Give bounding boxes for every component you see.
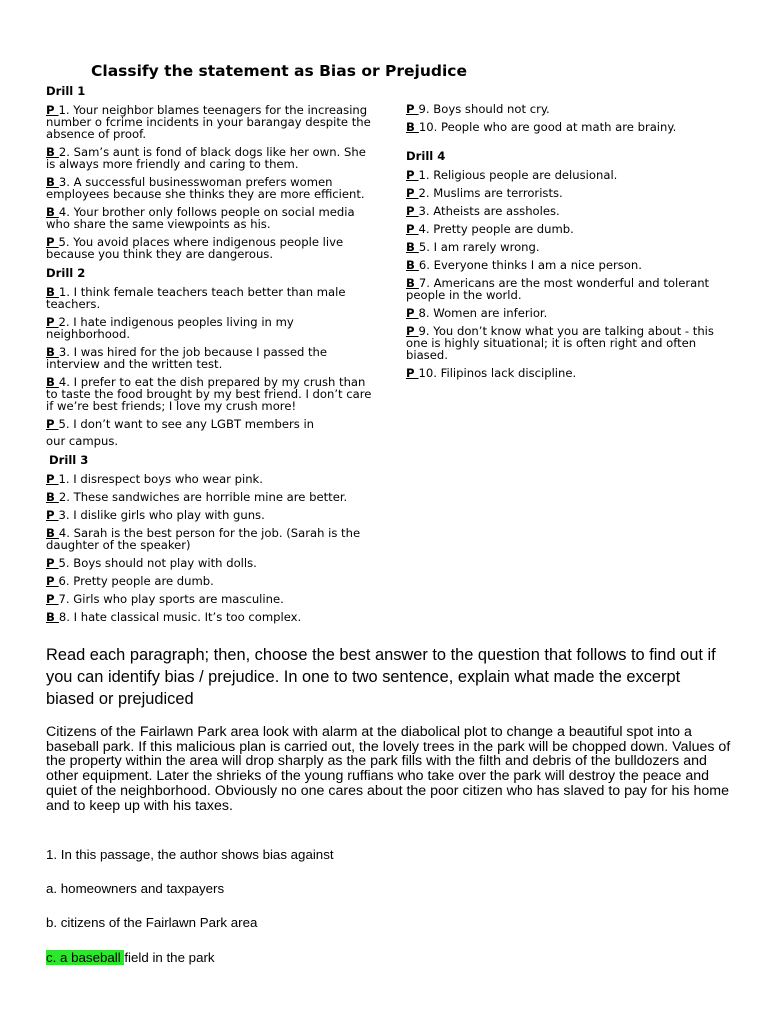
answer-tag: B (46, 610, 59, 624)
list-item (406, 367, 724, 379)
item-text: 5. Boys should not play with dolls. (58, 556, 257, 570)
list-item (46, 473, 376, 485)
item-text: 7. Americans are the most wonderful and tolerant people in the world. (406, 276, 710, 302)
item-text: 3. I dislike girls who play with guns. (58, 508, 265, 522)
answer-tag: P (46, 235, 59, 249)
answer-tag: B (46, 526, 59, 540)
item-text: 10. Filipinos lack discipline. (418, 366, 577, 380)
list-item (406, 307, 724, 319)
list-item (46, 236, 376, 260)
item-text: 2. Muslims are terrorists. (418, 186, 563, 200)
item-text: 4. Your brother only follows people on social media who share the same viewpoints as his. (46, 205, 355, 231)
list-item (46, 146, 376, 170)
item-text: 5. You avoid places where indigenous people live because you think they are dangerous. (46, 235, 344, 261)
answer-tag: P (406, 324, 419, 338)
answer-tag: B (406, 276, 419, 290)
item-text: 2. Sam’s aunt is fond of black dogs like her own. She is always more friendly and caring to them. (46, 145, 366, 171)
item-text: 2. I hate indigenous peoples living in my neighborhood. (46, 315, 294, 341)
item-text: 8. Women are inferior. (418, 306, 548, 320)
item-text: 4. I prefer to eat the dish prepared by my crush than to taste the food brought by my best friend. I don’t care if we’re best friends; I love my crush more! (46, 375, 372, 413)
answer-tag: P (46, 508, 59, 522)
item-text: 3. A successful businesswoman prefers women employees because she thinks they are more efficient. (46, 175, 365, 201)
list-item (406, 103, 724, 115)
item-text: 8. I hate classical music. It’s too complex. (58, 610, 302, 624)
answer-tag: B (46, 490, 59, 504)
answer-tag: P (46, 556, 59, 570)
list-item (406, 277, 724, 301)
item-text: 10. People who are good at math are brainy. (418, 120, 677, 134)
list-item (406, 223, 724, 235)
list-item (46, 316, 376, 340)
drill-4-heading: Drill 4 (406, 149, 446, 163)
item-text: 9. Boys should not cry. (418, 102, 550, 116)
option-c (46, 950, 215, 965)
answer-tag: P (406, 186, 419, 200)
list-item-continuation: our campus. (46, 434, 119, 448)
question-text: 1. In this passage, the author shows bias against (46, 847, 334, 862)
item-text: 9. You don’t know what you are talking about - this one is highly situational; it is often right and often biased. (406, 324, 714, 362)
item-text: 6. Everyone thinks I am a nice person. (418, 258, 642, 272)
list-item (46, 611, 376, 623)
answer-tag: P (46, 315, 59, 329)
list-item (46, 176, 376, 200)
reading-passage: Citizens of the Fairlawn Park area look with alarm at the diabolical plot to change a beautiful spot into a baseball park. If this malicious plan is carried out, the lovely trees in the park will be chopped down. Values of the property within the area will drop sharply as the park fills with the filth and debris of the bulldozers and other equipment. Later the shrieks of the young ruffians who take over the park will destroy the peace and quiet of the neighborhood. Obviously no one cares about the poor citizen who has slaved to pay for his home and to keep up with his taxes. (46, 724, 731, 814)
option-b: b. citizens of the Fairlawn Park area (46, 915, 258, 930)
option-a: a. homeowners and taxpayers (46, 881, 225, 896)
list-item (46, 593, 376, 605)
answer-tag: B (406, 258, 419, 272)
answer-tag: B (406, 240, 419, 254)
list-item (46, 491, 376, 503)
answer-tag: B (46, 375, 59, 389)
answer-tag: B (406, 120, 419, 134)
answer-tag: P (406, 366, 419, 380)
highlighted-answer: c. a baseball (46, 950, 125, 965)
option-c-rest: field in the park (124, 950, 215, 965)
answer-tag: P (46, 103, 59, 117)
answer-tag: P (406, 204, 419, 218)
left-column (46, 84, 376, 629)
list-item (46, 527, 376, 551)
item-text: 1. I think female teachers teach better than male teachers. (46, 285, 346, 311)
list-item (406, 325, 724, 361)
list-item (46, 418, 376, 430)
item-text: 5. I don’t want to see any LGBT members in (58, 417, 315, 431)
list-item (406, 169, 724, 181)
right-column (406, 103, 724, 385)
item-text: 1. Your neighbor blames teenagers for the increasing number o fcrime incidents in your barangay despite the absence of proof. (46, 103, 371, 141)
answer-tag: P (406, 168, 419, 182)
answer-tag: P (46, 592, 59, 606)
list-item (46, 104, 376, 140)
list-item (406, 121, 724, 133)
item-text: 3. Atheists are assholes. (418, 204, 560, 218)
list-item (406, 187, 724, 199)
list-item (46, 346, 376, 370)
item-text: 6. Pretty people are dumb. (58, 574, 214, 588)
list-item (46, 376, 376, 412)
drill-3-heading: Drill 3 (49, 453, 89, 467)
answer-tag: P (46, 417, 59, 431)
answer-tag: P (46, 574, 59, 588)
list-item (46, 206, 376, 230)
item-text: 3. I was hired for the job because I passed the interview and the written test. (46, 345, 328, 371)
list-item (46, 286, 376, 310)
list-item (46, 557, 376, 569)
list-item (406, 241, 724, 253)
answer-tag: B (46, 205, 59, 219)
answer-tag: P (46, 472, 59, 486)
list-item (406, 205, 724, 217)
answer-tag: P (406, 102, 419, 116)
list-item (406, 259, 724, 271)
page-title: Classify the statement as Bias or Prejudice (91, 62, 467, 80)
drill-2-heading: Drill 2 (46, 266, 86, 280)
item-text: 1. I disrespect boys who wear pink. (58, 472, 263, 486)
answer-tag: B (46, 285, 59, 299)
list-item (46, 575, 376, 587)
answer-tag: B (46, 175, 59, 189)
item-text: 5. I am rarely wrong. (418, 240, 540, 254)
answer-tag: B (46, 145, 59, 159)
drill-1-heading: Drill 1 (46, 84, 86, 98)
item-text: 1. Religious people are delusional. (418, 168, 618, 182)
item-text: 4. Sarah is the best person for the job. (Sarah is the daughter of the speaker) (46, 526, 361, 552)
item-text: 4. Pretty people are dumb. (418, 222, 574, 236)
answer-tag: P (406, 306, 419, 320)
instructions-paragraph: Read each paragraph; then, choose the best answer to the question that follows to find out if you can identify bias / prejudice. In one to two sentence, explain what made the excerpt biased or prejudiced (46, 646, 716, 708)
list-item (46, 509, 376, 521)
answer-tag: P (406, 222, 419, 236)
item-text: 7. Girls who play sports are masculine. (58, 592, 284, 606)
item-text: 2. These sandwiches are horrible mine are better. (58, 490, 348, 504)
answer-tag: B (46, 345, 59, 359)
